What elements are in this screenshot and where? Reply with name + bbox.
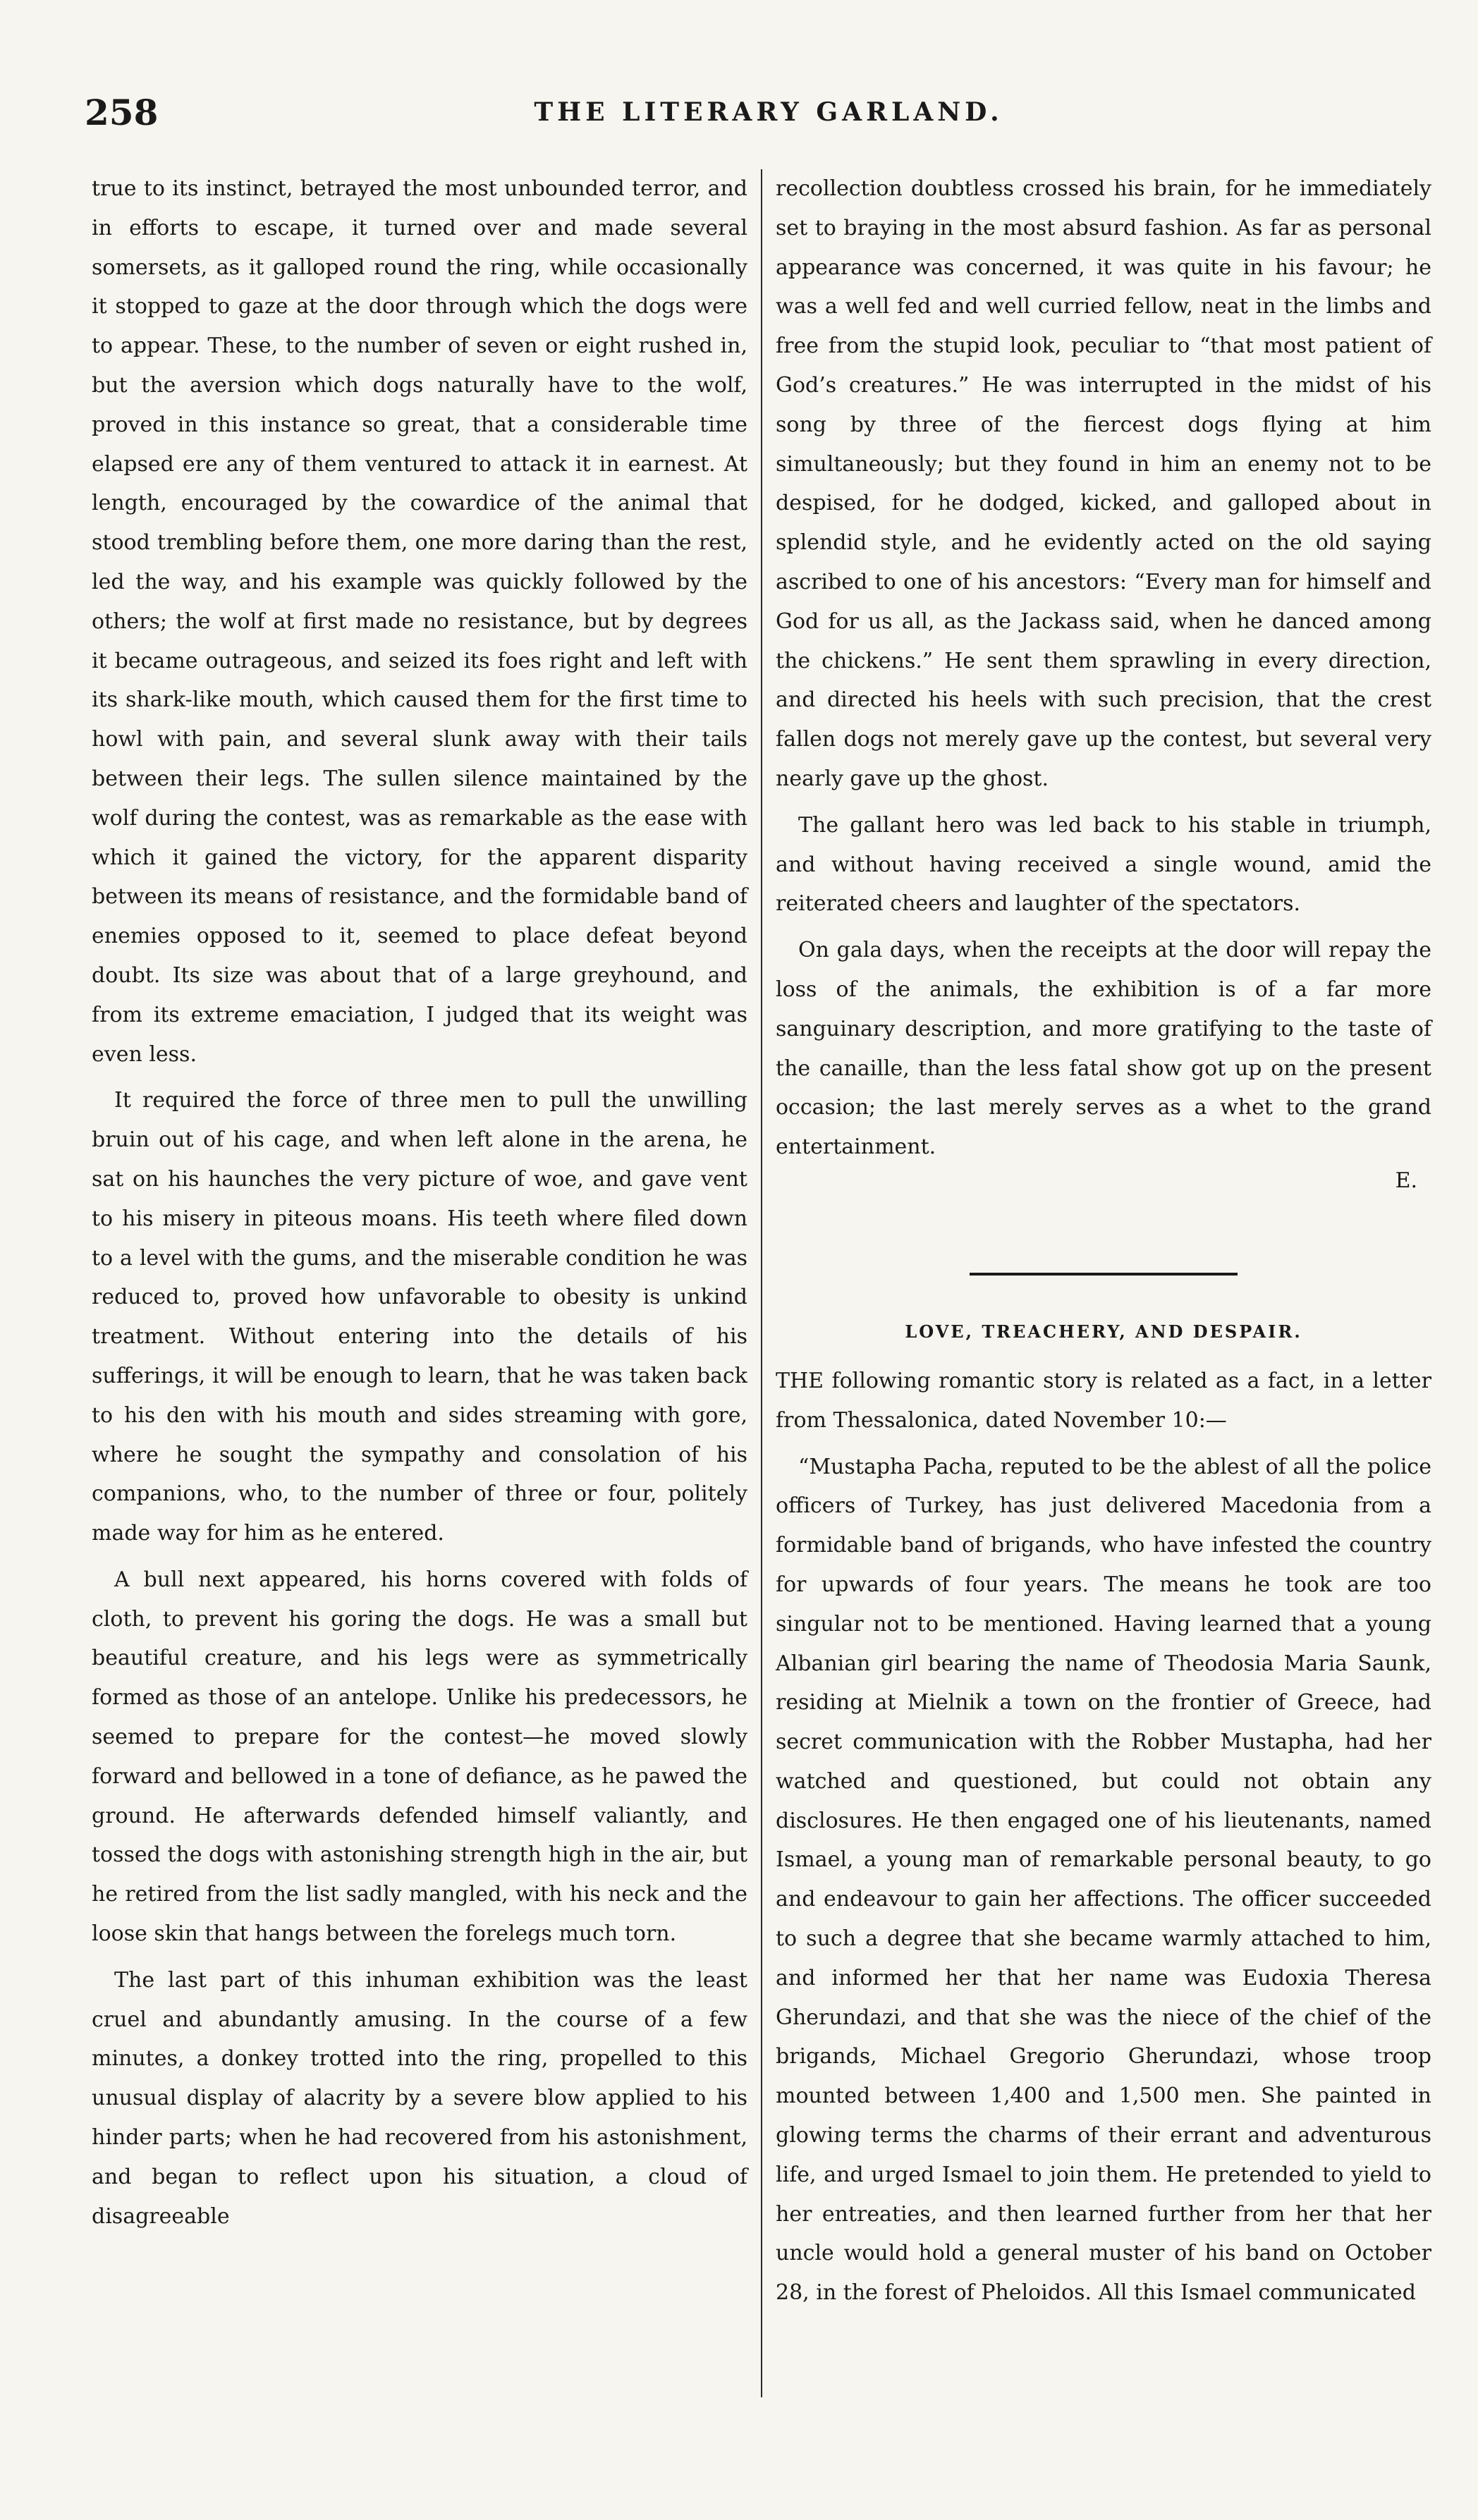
paragraph: THE following romantic story is related as a fact, in a letter from Thessalonica, dated November 10:— <box>776 1368 1431 1433</box>
running-title: THE LITERARY GARLAND. <box>534 97 1003 127</box>
column-divider <box>761 169 762 2397</box>
author-signature: E. <box>1395 1168 1417 1193</box>
paragraph: recollection doubtless crossed his brain, for he immediately set to braying in the most absurd fashion. As far as personal appearance was concerned, it was quite in his favour; he was a well fed and well curried fellow, neat in the limbs and free from the stupid look, peculiar to “that most patient of God’s creatures.” He was interrupted in the midst of his song by three of the fiercest dogs flying at him simultaneously; but they found in him an enemy not to be despised, for he dodged, kicked, and galloped about in splendid style, and he evidently acted on the old saying ascribed to one of his ancestors: “Every man for himself and God for us all, as the Jackass said, when he danced among the chickens.” He sent them sprawling in every direction, and directed his heels with such precision, that the crest fallen dogs not merely gave up the contest, but several very nearly gave up the ghost. <box>776 176 1431 791</box>
paragraph: The gallant hero was led back to his stable in triumph, and without having received a single wound, amid the reiterated cheers and laughter of the spectators. <box>776 812 1431 917</box>
paragraph: A bull next appeared, his horns covered with folds of cloth, to prevent his goring the dogs. He was a small but beautiful creature, and his legs were as symmetrically formed as those of an antelope. Unlike his predecessors, he seemed to prepare for the contest—he moved slowly forward and bellowed in a tone of defiance, as he pawed the ground. He afterwards defended himself valiantly, and tossed the dogs with astonishing strength high in the air, but he retired from the list sadly mangled, with his neck and the loose skin that hangs between the forelegs much torn. <box>92 1567 747 1947</box>
paragraph: true to its instinct, betrayed the most unbounded terror, and in efforts to escape, it turned over and made several somersets, as it galloped round the ring, while occasionally it stopped to gaze at the door through which the dogs were to appear. These, to the number of seven or eight rushed in, but the aversion which dogs naturally have to the wolf, proved in this instance so great, that a considerable time elapsed ere any of them ventured to attack it in earnest. At length, encouraged by the cowardice of the animal that stood trembling before them, one more daring than the rest, led the way, and his example was quickly followed by the others; the wolf at first made no resistance, but by degrees it became outrageous, and seized its foes right and left with its shark-like mouth, which caused them for the first time to howl with pain, and several slunk away with their tails between their legs. The sullen silence maintained by the wolf during the contest, was as remarkable as the ease with which it gained the victory, for the apparent disparity between its means of resistance, and the formidable band of enemies opposed to it, seemed to place defeat beyond doubt. Its size was about that of a large greyhound, and from its extreme emaciation, I judged that its weight was even less. <box>92 176 747 1067</box>
left-column <box>92 169 747 2236</box>
article-title: LOVE, TREACHERY, AND DESPAIR. <box>905 1321 1302 1342</box>
paragraph: The last part of this inhuman exhibition was the least cruel and abundantly amusing. In the course of a few minutes, a donkey trotted into the ring, propelled to this unusual display of alacrity by a severe blow applied to his hinder parts; when he had recovered from his astonishment, and began to reflect upon his situation, a cloud of disagreeable <box>92 1967 747 2229</box>
paragraph: “Mustapha Pacha, reputed to be the ablest of all the police officers of Turkey, has just delivered Macedonia from a formidable band of brigands, who have infested the country for upwards of four years. The means he took are too singular not to be mentioned. Having learned that a young Albanian girl bearing the name of Theodosia Maria Saunk, residing at Mielnik a town on the frontier of Greece, had secret communication with the Robber Mustapha, had her watched and questioned, but could not obtain any disclosures. He then engaged one of his lieutenants, named Ismael, a young man of remarkable personal beauty, to go and endeavour to gain her affections. The officer succeeded to such a degree that she became warmly attached to him, and informed her that her name was Eudoxia Theresa Gherundazi, and that she was the niece of the chief of the brigands, Michael Gregorio Gherundazi, whose troop mounted between 1,400 and 1,500 men. She painted in glowing terms the charms of their errant and adventurous life, and urged Ismael to join them. He pretended to yield to her entreaties, and then learned further from her that her uncle would hold a general muster of his band on October 28, in the forest of Pheloidos. All this Ismael communicated <box>776 1454 1431 2306</box>
paragraph: It required the force of three men to pull the unwilling bruin out of his cage, and when left alone in the arena, he sat on his haunches the very picture of woe, and gave vent to his misery in piteous moans. His teeth where filed down to a level with the gums, and the miserable condition he was reduced to, proved how unfavorable to obesity is unkind treatment. Without entering into the details of his sufferings, it will be enough to learn, that he was taken back to his den with his mouth and sides streaming with gore, where he sought the sympathy and consolation of his companions, who, to the number of three or four, politely made way for him as he entered. <box>92 1088 747 1546</box>
page-header <box>85 92 1453 134</box>
section-separator <box>970 1273 1238 1276</box>
page-number: 258 <box>85 92 159 133</box>
right-column <box>776 169 1431 2313</box>
paragraph: On gala days, when the receipts at the door will repay the loss of the animals, the exhibition is of a far more sanguinary description, and more gratifying to the taste of the canaille, than the less fatal show got up on the present occasion; the last merely serves as a whet to the grand entertainment. <box>776 938 1431 1160</box>
